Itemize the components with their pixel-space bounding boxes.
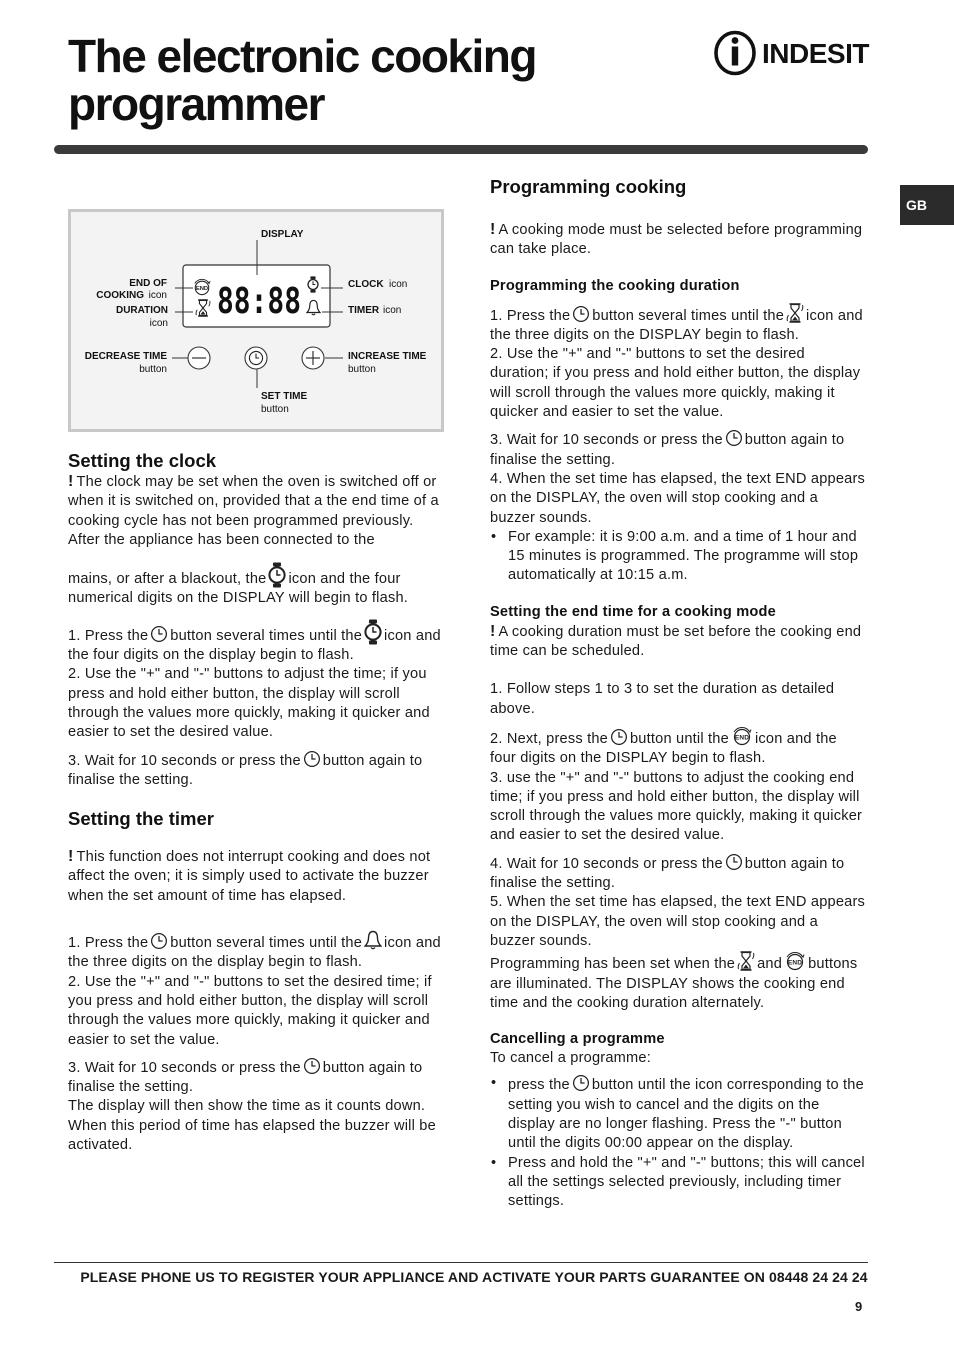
clock-icon-word: icon [389,279,408,290]
timer-note: ! This function does not interrupt cooking and does not affect the oven; it is simply used to activate the buzzer when the set amount of time has elapsed. [68,848,431,904]
timer-step-3: 3. Wait for 10 seconds or press the button again to finalise the setting. [68,1057,444,1098]
end-step-5: 5. When the set time has elapsed, the text END appears on the DISPLAY, the oven will stop cooking and a buzzer sounds. [490,894,866,949]
duration-step-1: 1. Press the button several times until the icon and the three digits on the DISPLAY begin to flash. [490,303,866,346]
clock-icon [150,625,168,643]
cancel-item-1: • press the button until the icon corresponding to the setting you wish to cancel and the digits on the display are no longer flashing. Press the "-" button until the digits 00:00 appear on the display. [491,1075,864,1152]
clock-label: CLOCK [348,279,384,290]
increase-time-label: INCREASE TIME [348,351,427,362]
decrease-button-word: button [139,364,167,375]
cooking-label: COOKING [96,290,144,301]
end-time-heading: Setting the end time for a cooking mode [490,603,776,620]
cancel-heading: Cancelling a programme [490,1031,665,1048]
indesit-logo [714,30,874,76]
timer-step-1: 1. Press the button several times until the icon and the three digits on the display begin to flash. [68,930,444,973]
programmer-diagram [68,209,444,432]
clock-step-2: 2. Use the "+" and "-" buttons to adjust the time; if you press and hold either button, the display will scroll through the values more quickly, making it quicker and easier to set the desired value. [68,666,430,741]
cancel-item-2: • Press and hold the "+" and "-" buttons; this will cancel all the settings selected previously, including timer settings. [491,1154,865,1210]
end-icon [784,951,806,971]
end-time-note: ! A cooking duration must be set before the cooking end time can be scheduled. [490,622,862,660]
programming-note: ! A cooking mode must be selected before programming can take place. [490,221,863,258]
timer-icon-word: icon [383,305,402,316]
end-step-6: Programming has been set when the and buttons are illuminated. The DISPLAY shows the cooking end time and the cooking duration alternately. [490,951,866,1013]
decrease-time-label: DECREASE TIME [84,351,167,362]
end-step-3: 3. use the "+" and "-" buttons to adjust the cooking end time; if you press and hold either button, the display will scroll through the values more quickly, making it quicker and easier to set the desired value. [490,769,863,844]
programming-heading: Programming cooking [490,176,687,197]
duration-label: DURATION [115,305,168,316]
hourglass-icon [737,951,755,971]
timer-label: TIMER [348,305,380,316]
duration-example: • For example: it is 9:00 a.m. and a time of 1 hour and 15 minutes is programmed. The programme will stop automatically at 10:15 a.m. [491,528,859,584]
clock-note: ! The clock may be set when the oven is switched off or when it is switched on, provided that a the end time of a cooking cycle has not been programmed previously. [68,473,439,529]
watch-icon [364,619,382,645]
footer-text: PLEASE PHONE US TO REGISTER YOUR APPLIANCE AND ACTIVATE YOUR PARTS GUARANTEE ON 08448 24 24 24 [80,1269,868,1285]
hourglass-icon [786,303,804,323]
end-icon [731,726,753,746]
clock-mains: mains, or after a blackout, the icon and the four numerical digits on the DISPLAY will begin to flash. [68,562,444,609]
clock-icon [572,1074,590,1092]
duration-step-3: 3. Wait for 10 seconds or press the button again to finalise the setting. [490,429,866,470]
duration-heading: Programming the cooking duration [490,277,740,294]
end-icon-word: icon [148,290,167,301]
duration-icon-word: icon [149,318,168,329]
clock-icon [572,305,590,323]
page-number: 9 [855,1299,863,1314]
timer-heading: Setting the timer [68,808,214,830]
clock-step-3: 3. Wait for 10 seconds or press the button again to finalise the setting. [68,750,444,791]
clock-icon [150,932,168,950]
duration-step-2: 2. Use the "+" and "-" buttons to set the desired duration; if you press and hold either button, the display will scroll through the values more quickly, making it quicker and easier to set the value. [490,346,861,421]
end-of-label: END OF [129,278,167,289]
end-step-1: 1. Follow steps 1 to 3 to set the duration as detailed above. [490,681,835,717]
clock-icon [725,853,743,871]
clock-step-1: 1. Press the button several times until the icon and the four digits on the display begin to flash. [68,619,444,666]
bell-icon [364,930,382,950]
right-column [490,176,866,1211]
set-time-button-word: button [261,404,289,415]
set-time-label: SET TIME [261,391,308,402]
language-tab: GB [900,185,954,225]
end-step-4: 4. Wait for 10 seconds or press the button again to finalise the setting. [490,853,866,894]
page-title: The electronic cooking programmer [68,30,536,130]
display-digits: 88:88 [217,281,301,322]
timer-countdown-note: The display will then show the time as it counts down. When this period of time has elapsed the buzzer will be activated. [68,1098,436,1154]
increase-button-word: button [348,364,376,375]
end-step-2: 2. Next, press the button until the icon and the four digits on the DISPLAY begin to flash. [490,726,866,769]
clock-heading: Setting the clock [68,450,217,471]
watch-icon [268,562,286,588]
duration-step-4: 4. When the set time has elapsed, the text END appears on the DISPLAY, the oven will stop cooking and a buzzer sounds. [490,470,866,526]
clock-icon [303,750,321,768]
footer-rule [54,1262,868,1263]
timer-step-2: 2. Use the "+" and "-" buttons to set the desired time; if you press and hold either button, the display will scroll through the values more quickly, making it quicker and easier to set the value. [68,973,432,1048]
left-column [68,450,444,1155]
clock-after: After the appliance has been connected to the [68,531,375,548]
clock-icon [303,1057,321,1075]
logo-text: INDESIT [762,38,869,69]
display-label: DISPLAY [261,229,304,240]
title-rule [54,145,868,154]
clock-icon [610,728,628,746]
cancel-intro: To cancel a programme: [490,1050,651,1067]
clock-icon [725,429,743,447]
